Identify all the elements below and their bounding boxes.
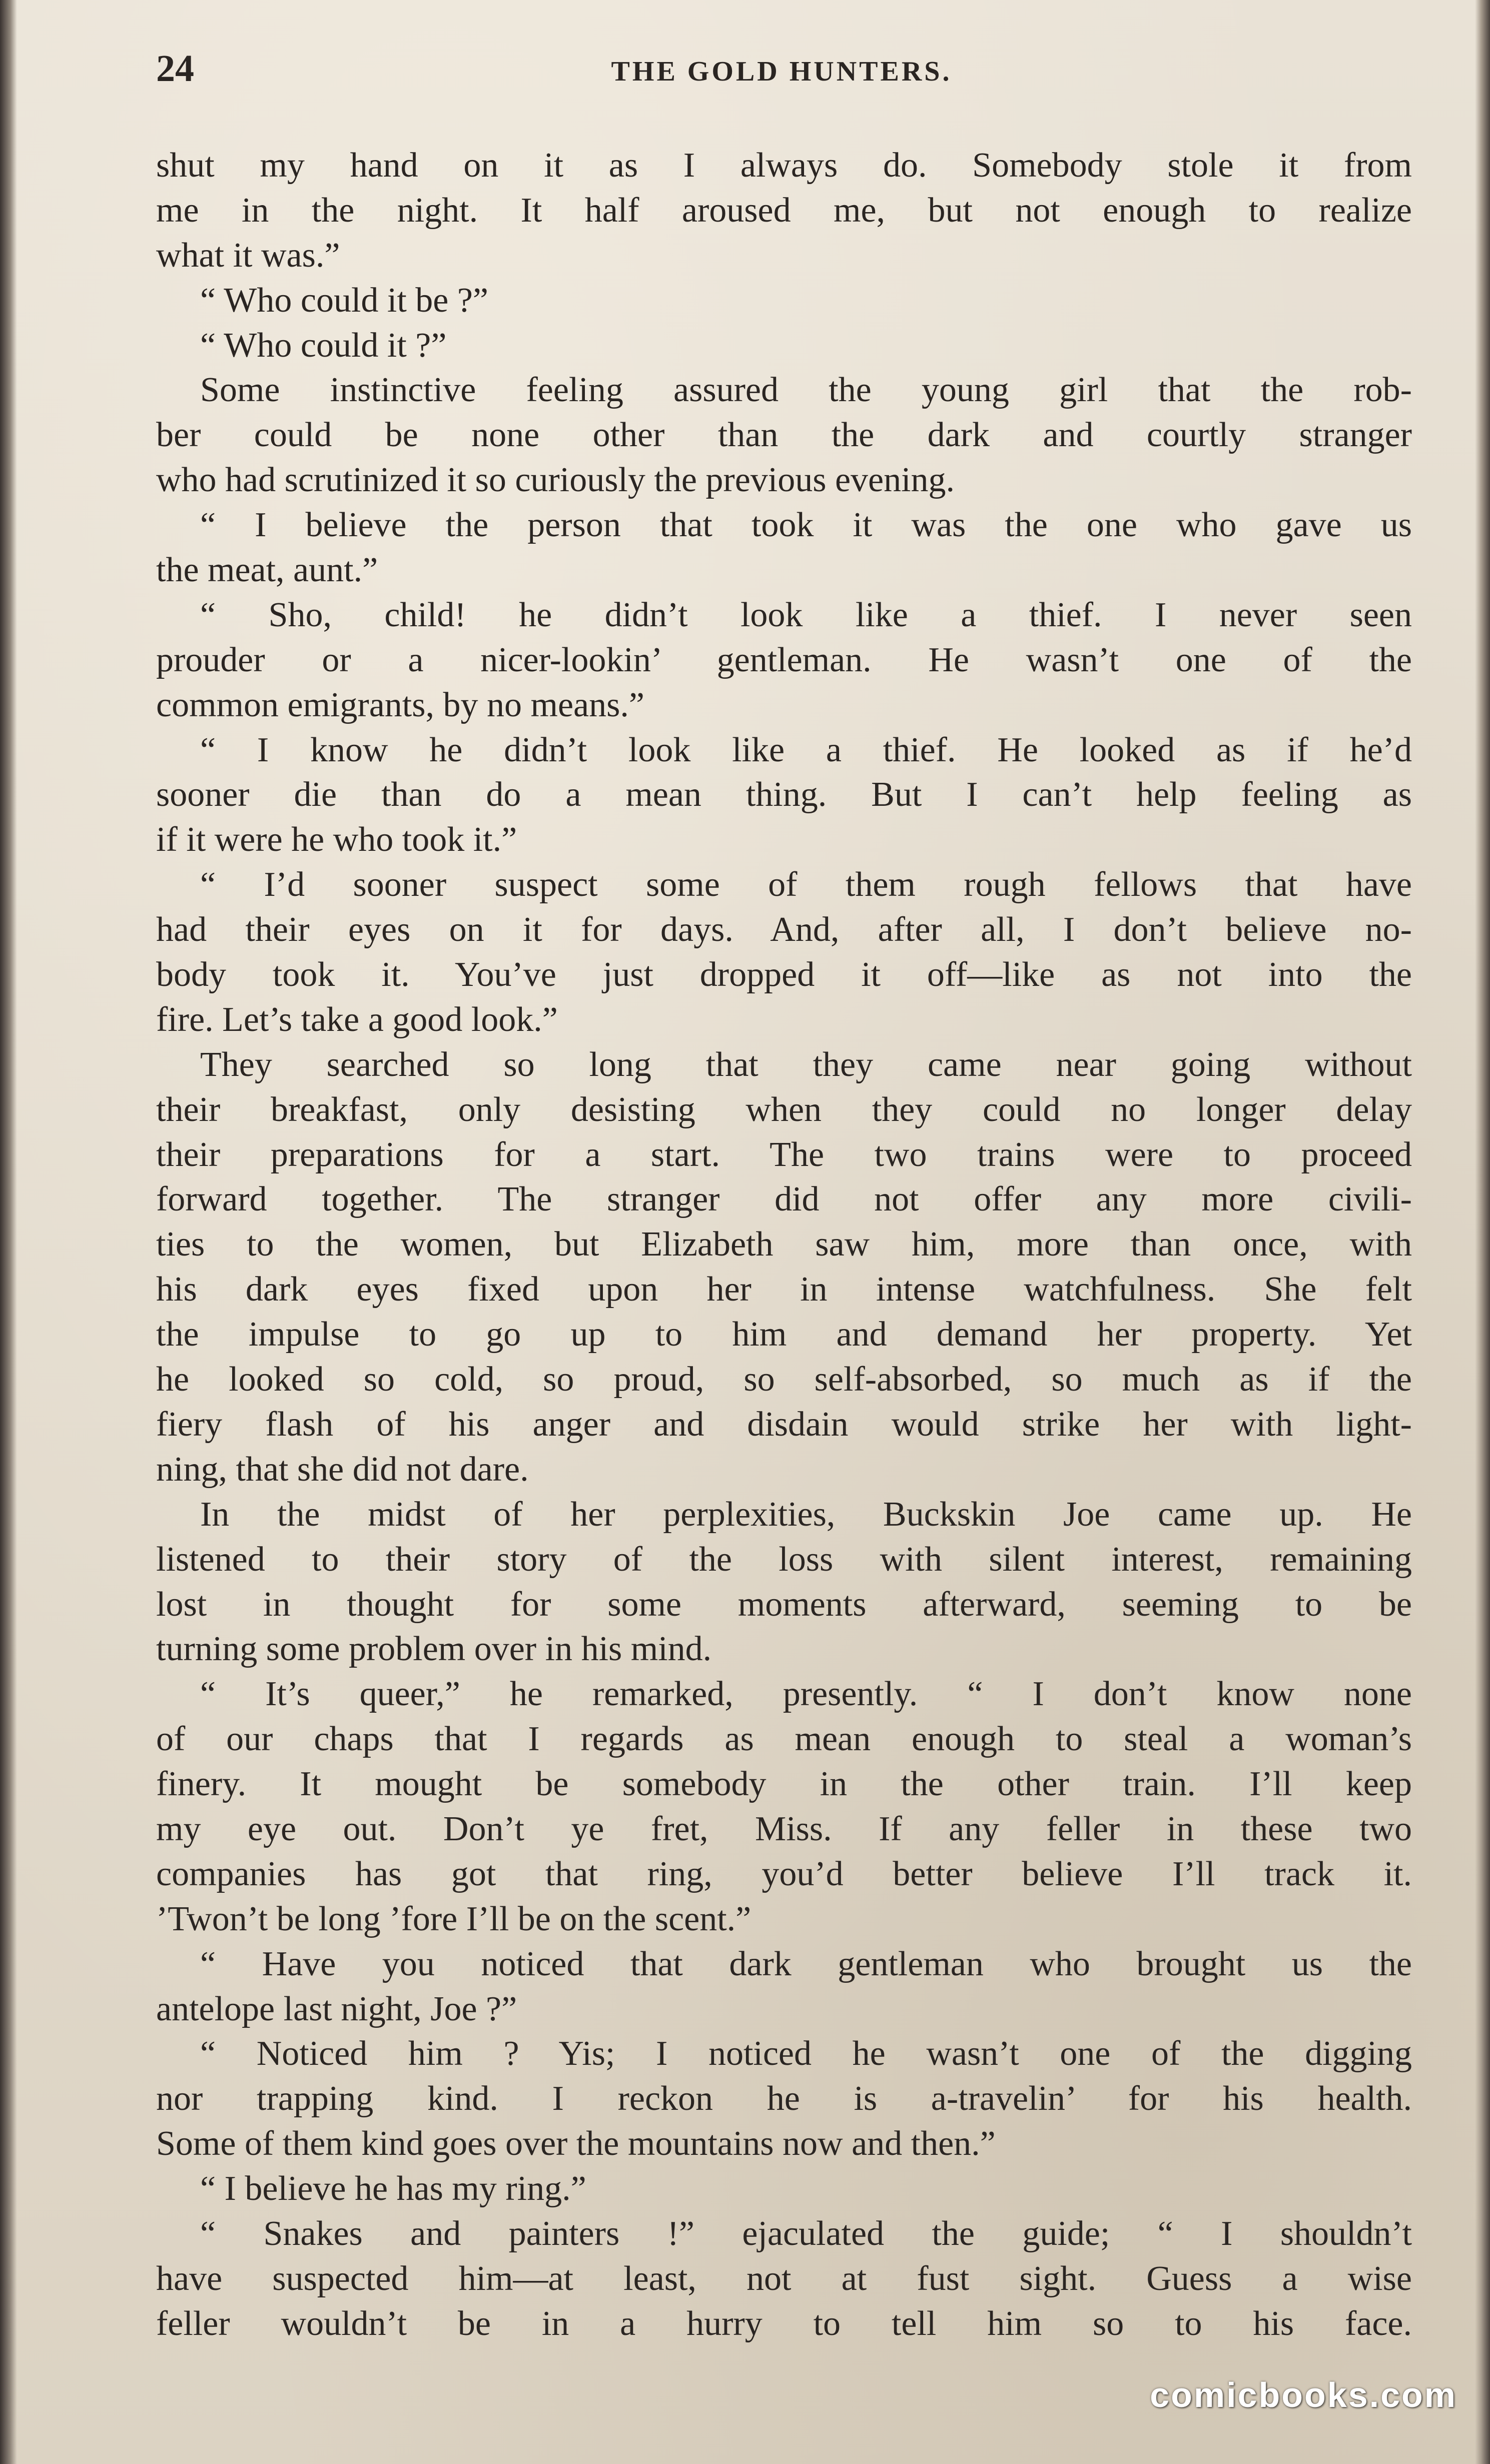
text-line: feller wouldn’t be in a hurry to tell him so to his face. — [156, 2304, 1412, 2343]
text-line: In the midst of her perplexities, Buckskin Joe came up. He — [200, 1495, 1412, 1534]
text-line: They searched so long that they came near going without — [200, 1045, 1412, 1084]
text-line: “ Noticed him ? Yis; I noticed he wasn’t one of the digging — [200, 2034, 1412, 2073]
text-line: body took it. You’ve just dropped it off—like as not into the — [156, 955, 1412, 994]
text-line: ber could be none other than the dark and courtly stranger — [156, 416, 1412, 455]
text-line: shut my hand on it as I always do. Somebody stole it from — [156, 146, 1412, 185]
text-line: lost in thought for some moments afterward, seeming to be — [156, 1585, 1412, 1624]
text-line: listened to their story of the loss with silent interest, remaining — [156, 1540, 1412, 1579]
text-line: had their eyes on it for days. And, after all, I don’t believe no- — [156, 910, 1412, 949]
text-line: forward together. The stranger did not offer any more civili- — [156, 1180, 1412, 1219]
text-line: “ Who could it be ?” — [200, 281, 488, 320]
text-line: nor trapping kind. I reckon he is a-travelin’ for his health. — [156, 2079, 1412, 2118]
text-line: have suspected him—at least, not at fust sight. Guess a wise — [156, 2259, 1412, 2298]
text-line: turning some problem over in his mind. — [156, 1630, 712, 1669]
text-line: “ Who could it ?” — [200, 326, 447, 365]
text-line: common emigrants, by no means.” — [156, 685, 644, 724]
body-text — [156, 143, 1412, 2346]
watermark: comicbooks.com — [1150, 2375, 1457, 2414]
book-title: THE GOLD HUNTERS. — [611, 56, 952, 87]
text-line: “ Sho, child! he didn’t look like a thief. I never seen — [200, 595, 1412, 634]
page-edge-left — [0, 0, 17, 2464]
text-line: their breakfast, only desisting when they could no longer delay — [156, 1090, 1412, 1129]
text-line: “ I believe he has my ring.” — [200, 2169, 586, 2208]
text-line: companies has got that ring, you’d better believe I’ll track it. — [156, 1854, 1412, 1893]
text-line: finery. It mought be somebody in the other train. I’ll keep — [156, 1765, 1412, 1804]
running-head — [156, 46, 1407, 91]
text-line: his dark eyes fixed upon her in intense watchfulness. She felt — [156, 1270, 1412, 1309]
text-line: ties to the women, but Elizabeth saw him, more than once, with — [156, 1225, 1412, 1264]
text-line: sooner die than do a mean thing. But I can’t help feeling as — [156, 775, 1412, 814]
text-line: what it was.” — [156, 236, 340, 275]
text-line: fire. Let’s take a good look.” — [156, 1000, 558, 1039]
text-line: antelope last night, Joe ?” — [156, 1989, 517, 2028]
text-line: my eye out. Don’t ye fret, Miss. If any feller in these two — [156, 1809, 1412, 1848]
text-line: “ I believe the person that took it was the one who gave us — [200, 506, 1412, 545]
page-edge-right — [1475, 0, 1490, 2464]
text-line: he looked so cold, so proud, so self-absorbed, so much as if the — [156, 1360, 1412, 1399]
text-line: “ Snakes and painters !” ejaculated the guide; “ I shouldn’t — [200, 2214, 1412, 2253]
text-line: their preparations for a start. The two trains were to proceed — [156, 1135, 1412, 1174]
text-line: “ I know he didn’t look like a thief. He looked as if he’d — [200, 730, 1412, 769]
text-line: ’Twon’t be long ’fore I’ll be on the scent.” — [156, 1899, 752, 1938]
text-line: “ It’s queer,” he remarked, presently. “ I don’t know none — [200, 1675, 1412, 1714]
text-line: Some instinctive feeling assured the young girl that the rob- — [200, 371, 1412, 410]
text-line: who had scrutinized it so curiously the previous evening. — [156, 461, 955, 500]
text-line: of our chaps that I regards as mean enough to steal a woman’s — [156, 1720, 1412, 1759]
text-line: me in the night. It half aroused me, but not enough to realize — [156, 191, 1412, 230]
page-number: 24 — [156, 48, 194, 90]
text-line: if it were he who took it.” — [156, 820, 517, 859]
text-line: the meat, aunt.” — [156, 551, 378, 590]
text-line: “ I’d sooner suspect some of them rough fellows that have — [200, 865, 1412, 904]
text-line: the impulse to go up to him and demand her property. Yet — [156, 1315, 1412, 1354]
text-line: Some of them kind goes over the mountains now and then.” — [156, 2124, 996, 2163]
text-line: ning, that she did not dare. — [156, 1450, 529, 1489]
text-line: “ Have you noticed that dark gentleman who brought us the — [200, 1944, 1412, 1983]
text-line: prouder or a nicer-lookin’ gentleman. He wasn’t one of the — [156, 640, 1412, 679]
text-line: fiery flash of his anger and disdain would strike her with light- — [156, 1405, 1412, 1444]
